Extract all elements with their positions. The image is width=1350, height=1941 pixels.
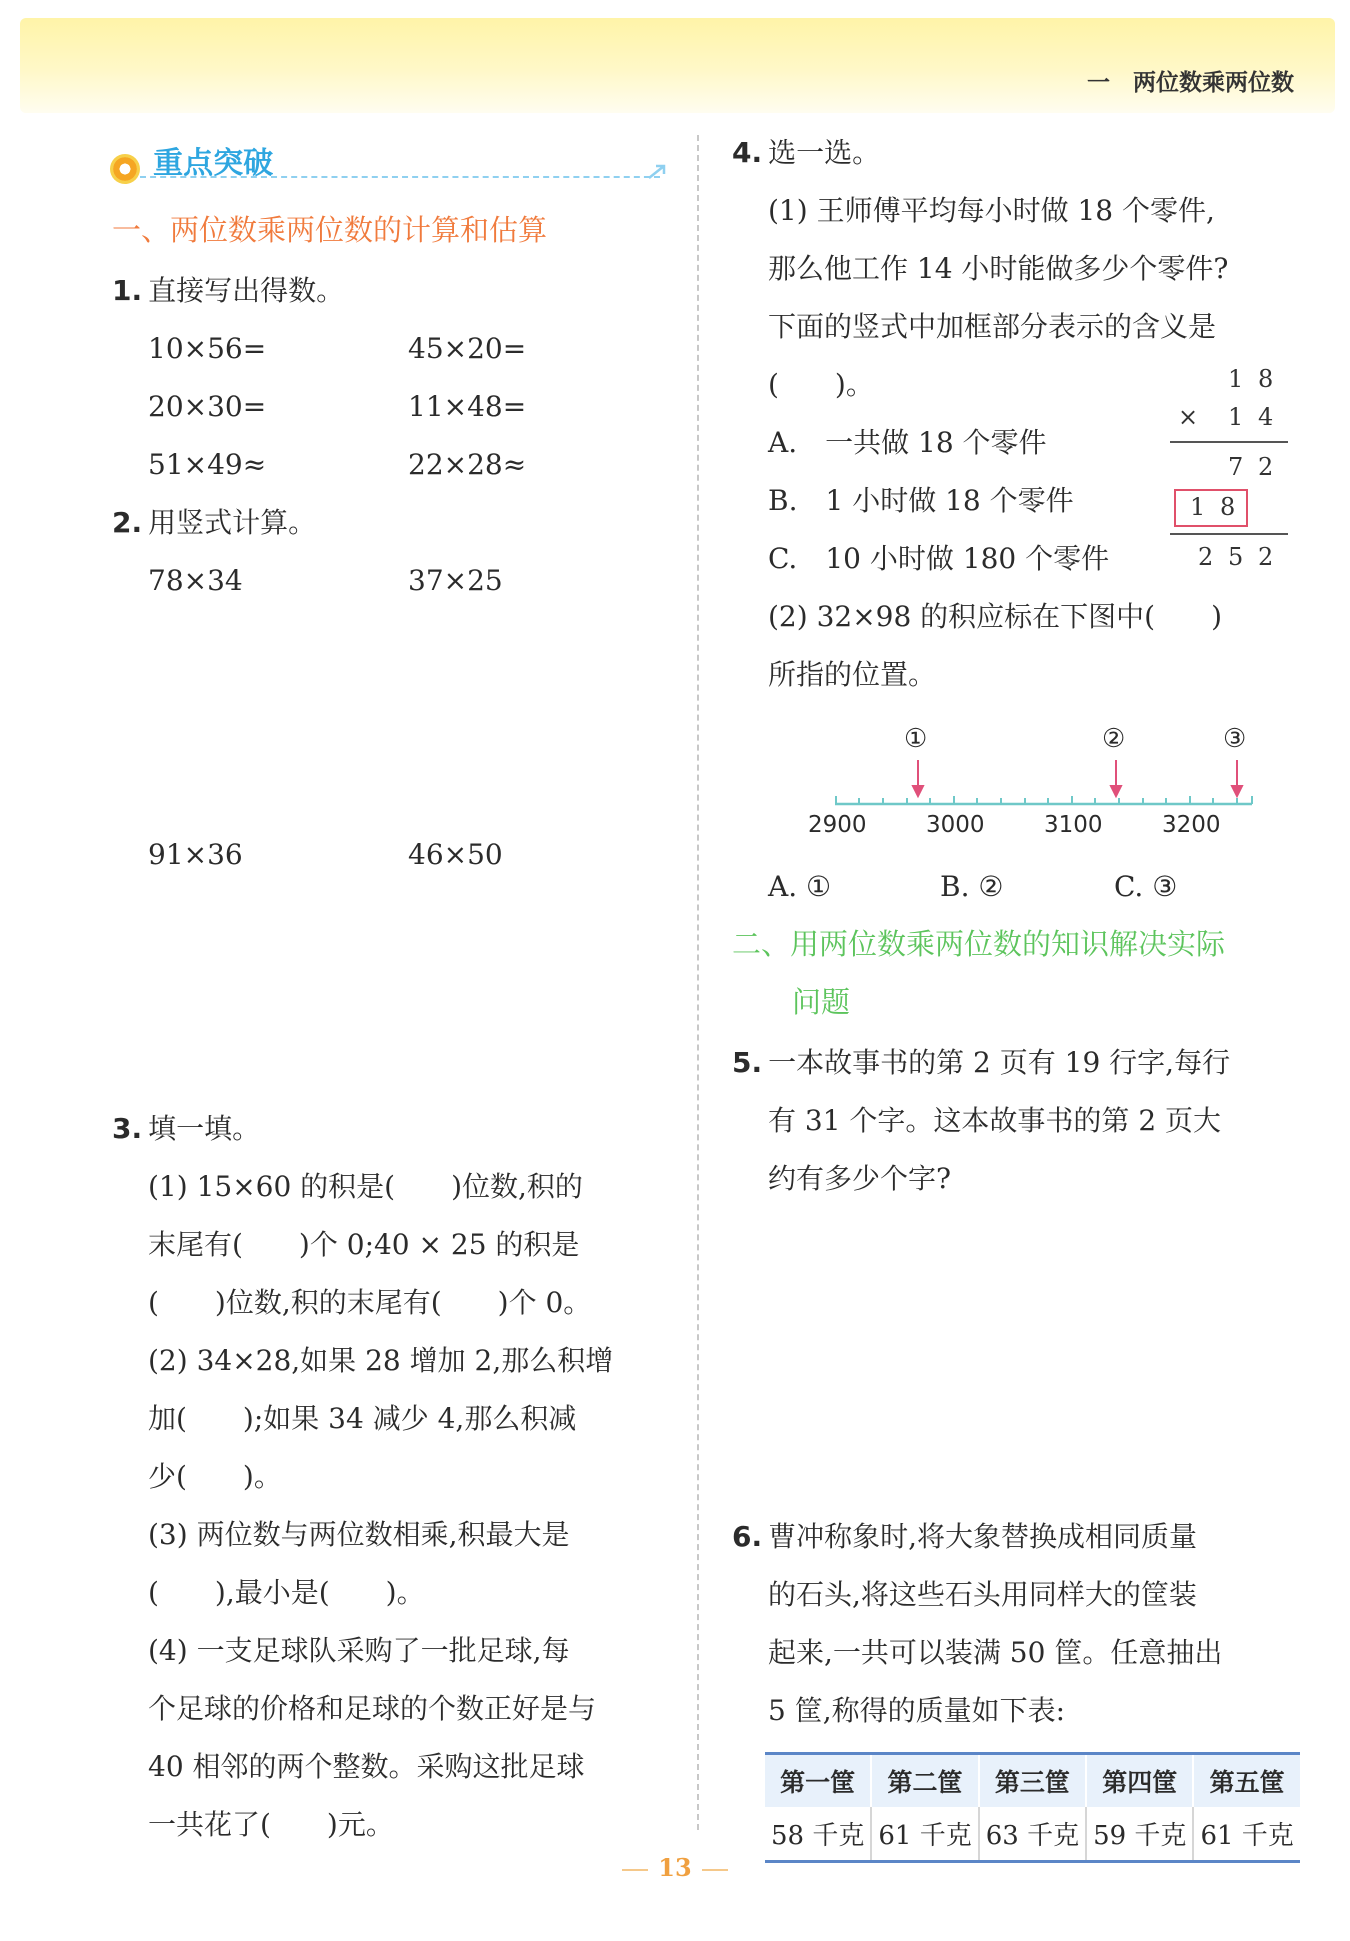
q4-option: C. ③ <box>1114 870 1178 903</box>
q4-line: 所指的位置。 <box>768 658 937 691</box>
q3-body <box>148 1158 613 1854</box>
q3-number: 3. <box>112 1112 143 1145</box>
q4-line: ( )。 <box>768 368 874 401</box>
table-cell: 63 千克 <box>979 1807 1086 1862</box>
q3-line: 少( )。 <box>148 1460 282 1493</box>
table-cell: 61 千克 <box>1193 1807 1299 1862</box>
page-dash <box>702 1869 728 1871</box>
rule-line <box>1170 533 1288 535</box>
q1-item: 51×49≈ <box>148 448 267 481</box>
q4-number: 4. <box>732 136 763 169</box>
page-number <box>0 1853 1350 1882</box>
section2-title-cont: 问题 <box>792 985 851 1019</box>
q1-number: 1. <box>112 274 143 307</box>
q6-line: 起来,一共可以装满 50 筐。任意抽出 <box>768 1636 1223 1669</box>
table-header-cell: 第五筐 <box>1193 1754 1299 1808</box>
q3-heading <box>112 1100 260 1158</box>
q6-line: 曹冲称象时,将大象替换成相同质量 <box>768 1520 1198 1553</box>
q5-line: 约有多少个字? <box>768 1162 952 1195</box>
digit: 4 <box>1258 403 1274 431</box>
rule-line <box>1170 441 1288 443</box>
q5-line: 有 31 个字。这本故事书的第 2 页大 <box>768 1104 1222 1137</box>
page-dash <box>622 1869 648 1871</box>
target-icon <box>110 154 140 184</box>
q4-option: C. 10 小时做 180 个零件 <box>768 542 1110 575</box>
q6-number: 6. <box>732 1520 763 1553</box>
q4-heading <box>732 124 880 182</box>
q6-line: 5 筐,称得的质量如下表: <box>768 1694 1066 1727</box>
q5-number: 5. <box>732 1046 763 1079</box>
q4-option: A. 一共做 18 个零件 <box>768 426 1047 459</box>
q1-item: 22×28≈ <box>408 448 527 481</box>
focus-underline <box>140 176 660 178</box>
q4-option: B. 1 小时做 18 个零件 <box>768 484 1074 517</box>
digit: 1 <box>1190 493 1206 521</box>
q3-line: (2) 34×28,如果 28 增加 2,那么积增 <box>148 1344 614 1377</box>
marker-label: ① <box>904 724 928 754</box>
basket-weight-table <box>765 1752 1300 1863</box>
q2-item: 78×34 <box>148 564 243 597</box>
q3-line: 40 相邻的两个整数。采购这批足球 <box>148 1750 585 1783</box>
number-line-graphic <box>800 720 1280 820</box>
focus-title: 重点突破 <box>153 146 274 181</box>
marker-label: ③ <box>1223 724 1247 754</box>
q2-prompt: 用竖式计算。 <box>148 506 317 539</box>
q1-item: 10×56= <box>148 332 267 365</box>
q4-line: (2) 32×98 的积应标在下图中( ) <box>768 600 1223 633</box>
q3-line: 末尾有( )个 0;40 × 25 的积是 <box>148 1228 580 1261</box>
q3-prompt: 填一填。 <box>148 1112 261 1145</box>
digit: 1 <box>1228 365 1244 393</box>
table-header-cell: 第一筐 <box>765 1754 871 1808</box>
digit: 7 <box>1228 453 1244 481</box>
digit: 1 <box>1228 403 1244 431</box>
table-header-cell: 第二筐 <box>871 1754 978 1808</box>
q1-item: 20×30= <box>148 390 267 423</box>
digit: 2 <box>1258 453 1274 481</box>
q1-item: 45×20= <box>408 332 527 365</box>
q3-line: (3) 两位数与两位数相乘,积最大是 <box>148 1518 570 1551</box>
number-line <box>800 720 1280 850</box>
q3-line: 个足球的价格和足球的个数正好是与 <box>148 1692 597 1725</box>
q4-line: 那么他工作 14 小时能做多少个零件? <box>768 252 1229 285</box>
q6 <box>732 1508 1222 1740</box>
digit: 5 <box>1228 543 1244 571</box>
q3-line: ( ),最小是( )。 <box>148 1576 425 1609</box>
q1-heading <box>112 262 344 320</box>
table-header-cell: 第三筐 <box>979 1754 1086 1808</box>
times-sign: × <box>1178 403 1199 431</box>
digit: 2 <box>1198 543 1214 571</box>
q2-item: 37×25 <box>408 564 503 597</box>
q1-prompt: 直接写出得数。 <box>148 274 345 307</box>
q3-line: (4) 一支足球队采购了一批足球,每 <box>148 1634 570 1667</box>
q2-heading <box>112 494 316 552</box>
table-cell: 58 千克 <box>765 1807 871 1862</box>
digit: 8 <box>1258 365 1274 393</box>
vertical-multiplication <box>1170 365 1290 575</box>
q3-line: (1) 15×60 的积是( )位数,积的 <box>148 1170 583 1203</box>
digit: 2 <box>1258 543 1274 571</box>
q4-line: 下面的竖式中加框部分表示的含义是 <box>768 310 1217 343</box>
column-divider <box>697 135 699 1830</box>
marker-label: ② <box>1102 724 1126 754</box>
section1-title: 一、两位数乘两位数的计算和估算 <box>112 213 548 247</box>
q2-item: 46×50 <box>408 838 503 871</box>
section2-title: 二、用两位数乘两位数的知识解决实际 <box>732 927 1226 961</box>
table-header-row <box>765 1754 1300 1808</box>
q2-number: 2. <box>112 506 143 539</box>
tick-label: 3000 <box>926 812 985 838</box>
tick-label: 2900 <box>808 812 867 838</box>
table-cell: 61 千克 <box>871 1807 978 1862</box>
q4-prompt: 选一选。 <box>768 136 881 169</box>
table-cell: 59 千克 <box>1086 1807 1193 1862</box>
q1-item: 11×48= <box>408 390 527 423</box>
tick-label: 3100 <box>1044 812 1103 838</box>
q3-line: ( )位数,积的末尾有( )个 0。 <box>148 1286 592 1319</box>
q5 <box>732 1034 1230 1208</box>
q4-option: A. ① <box>768 870 832 903</box>
q3-line: 一共花了( )元。 <box>148 1808 394 1841</box>
q5-line: 一本故事书的第 2 页有 19 行字,每行 <box>768 1046 1231 1079</box>
table-header-cell: 第四筐 <box>1086 1754 1193 1808</box>
q4-line: (1) 王师傅平均每小时做 18 个零件, <box>768 194 1215 227</box>
page-number-text: 13 <box>658 1853 692 1882</box>
q2-item: 91×36 <box>148 838 243 871</box>
highlight-box <box>1174 489 1248 527</box>
q4-part1 <box>768 182 1228 704</box>
q3-line: 加( );如果 34 减少 4,那么积减 <box>148 1402 577 1435</box>
tick-label: 3200 <box>1162 812 1221 838</box>
digit: 8 <box>1220 493 1236 521</box>
q4-option: B. ② <box>940 870 1004 903</box>
chapter-label: 一 两位数乘两位数 <box>1087 70 1294 96</box>
q6-line: 的石头,将这些石头用同样大的筐装 <box>768 1578 1197 1611</box>
arrow-icon <box>646 160 668 182</box>
